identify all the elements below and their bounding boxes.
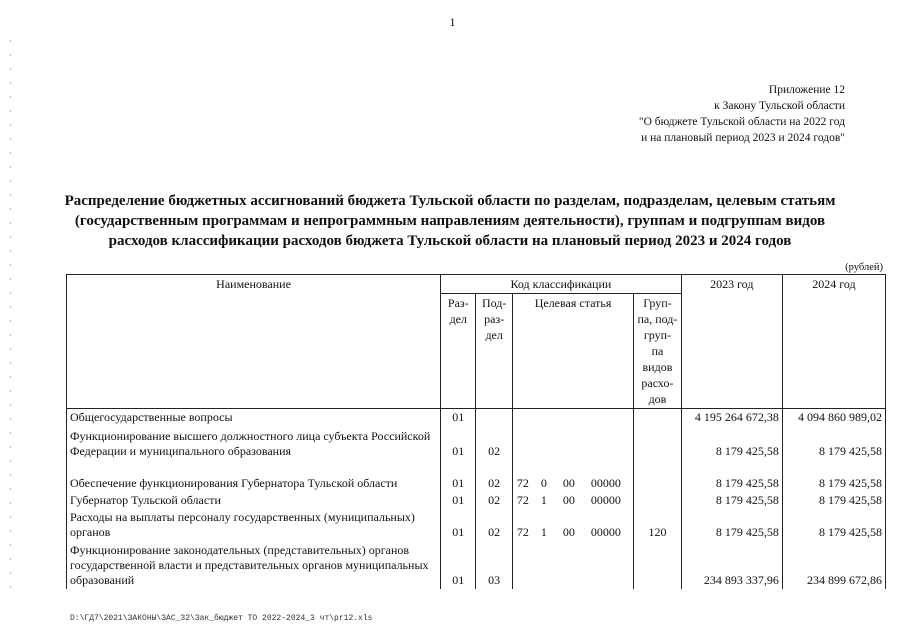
cell-name: Общегосударственные вопросы bbox=[67, 409, 441, 427]
target-article-part-3: 00 bbox=[562, 525, 575, 539]
cell-podrazdel bbox=[476, 409, 512, 427]
header-podrazdel: Под- раз- дел bbox=[476, 294, 512, 409]
cell-razdel: 01 bbox=[441, 460, 476, 492]
cell-year-2024: 8 179 425,58 bbox=[782, 426, 885, 460]
cell-year-2023: 8 179 425,58 bbox=[681, 509, 782, 541]
cell-podrazdel: 02 bbox=[476, 460, 512, 492]
cell-name: Расходы на выплаты персоналу государственных (муниципальных) органов bbox=[67, 509, 441, 541]
target-article-part-1: 72 bbox=[516, 493, 529, 507]
cell-podrazdel: 02 bbox=[476, 509, 512, 541]
appendix-line-3: "О бюджете Тульской области на 2022 год bbox=[638, 116, 845, 128]
cell-target-article bbox=[512, 492, 633, 509]
cell-group bbox=[634, 409, 682, 427]
budget-table bbox=[66, 274, 886, 589]
cell-year-2023: 8 179 425,58 bbox=[681, 460, 782, 492]
cell-target-article bbox=[512, 541, 633, 589]
cell-target-article bbox=[512, 509, 633, 541]
cell-group bbox=[634, 460, 682, 492]
cell-year-2023: 8 179 425,58 bbox=[681, 426, 782, 460]
target-article-part-1: 72 bbox=[516, 476, 529, 490]
header-year-2023: 2023 год bbox=[681, 275, 782, 409]
document-title bbox=[60, 191, 840, 251]
cell-group bbox=[634, 541, 682, 589]
target-article-part-2: 1 bbox=[540, 525, 547, 539]
cell-razdel: 01 bbox=[441, 426, 476, 460]
page-margin-marks bbox=[10, 40, 11, 600]
cell-name: Губернатор Тульской области bbox=[67, 492, 441, 509]
target-article-part-4: 00000 bbox=[590, 493, 621, 507]
cell-year-2024: 8 179 425,58 bbox=[782, 460, 885, 492]
cell-podrazdel: 02 bbox=[476, 426, 512, 460]
title-line-3: расходов классификации расходов бюджета Тульской области на плановый период 2023 и 2024 годов bbox=[108, 233, 792, 249]
table-row bbox=[67, 492, 886, 509]
target-article-part-2: 1 bbox=[540, 493, 547, 507]
cell-group: 120 bbox=[634, 509, 682, 541]
cell-razdel: 01 bbox=[441, 541, 476, 589]
header-target-article: Целевая статья bbox=[512, 294, 633, 409]
header-code: Код классификации bbox=[441, 275, 682, 294]
table-row bbox=[67, 409, 886, 427]
table-row bbox=[67, 509, 886, 541]
cell-target-article bbox=[512, 409, 633, 427]
target-article-part-3: 00 bbox=[562, 493, 575, 507]
target-article-part-2: 0 bbox=[540, 476, 547, 490]
target-article-part-4: 00000 bbox=[590, 525, 621, 539]
cell-group bbox=[634, 426, 682, 460]
table-row bbox=[67, 541, 886, 589]
cell-year-2024: 8 179 425,58 bbox=[782, 509, 885, 541]
table-row bbox=[67, 426, 886, 460]
target-article-part-1: 72 bbox=[516, 525, 529, 539]
header-year-2024: 2024 год bbox=[782, 275, 885, 409]
title-line-2: (государственным программам и непрограммным направлениям деятельности), группам и подгруппам видов bbox=[74, 213, 826, 229]
file-path: D:\ГД7\2021\ЗАКОНЫ\ЗАС_32\Зак_бюджет ТО 2022-2024_3 чт\pr12.xls bbox=[70, 614, 373, 623]
cell-name: Функционирование высшего должностного лица субъекта Российской Федерации и муниципального образования bbox=[67, 426, 441, 460]
cell-year-2024: 8 179 425,58 bbox=[782, 492, 885, 509]
appendix-line-4: и на плановый период 2023 и 2024 годов" bbox=[641, 132, 845, 144]
cell-target-article bbox=[512, 426, 633, 460]
budget-body bbox=[67, 409, 886, 590]
cell-razdel: 01 bbox=[441, 509, 476, 541]
units-label: (рублей) bbox=[845, 262, 883, 273]
title-line-1: Распределение бюджетных ассигнований бюджета Тульской области по разделам, подразделам, целевым статьям bbox=[64, 193, 836, 209]
cell-podrazdel: 03 bbox=[476, 541, 512, 589]
header-group: Груп- па, под- груп- па видов расхо- дов bbox=[634, 294, 682, 409]
cell-year-2023: 4 195 264 672,38 bbox=[681, 409, 782, 427]
cell-year-2024: 4 094 860 989,02 bbox=[782, 409, 885, 427]
header-razdel: Раз- дел bbox=[441, 294, 476, 409]
page-number: 1 bbox=[449, 15, 456, 29]
cell-target-article bbox=[512, 460, 633, 492]
appendix-line-2: к Закону Тульской области bbox=[714, 100, 845, 112]
cell-razdel: 01 bbox=[441, 409, 476, 427]
appendix-note bbox=[639, 82, 845, 146]
cell-year-2023: 8 179 425,58 bbox=[681, 492, 782, 509]
target-article-part-4: 00000 bbox=[590, 476, 621, 490]
cell-name: Обеспечение функционирования Губернатора Тульской области bbox=[67, 460, 441, 492]
header-name: Наименование bbox=[67, 275, 441, 409]
cell-year-2023: 234 893 337,96 bbox=[681, 541, 782, 589]
cell-name: Функционирование законодательных (представительных) органов государственной власти и представительных органов муниципальных образований bbox=[67, 541, 441, 589]
appendix-line-1: Приложение 12 bbox=[768, 84, 845, 96]
cell-group bbox=[634, 492, 682, 509]
cell-year-2024: 234 899 672,86 bbox=[782, 541, 885, 589]
table-row bbox=[67, 460, 886, 492]
cell-razdel: 01 bbox=[441, 492, 476, 509]
cell-podrazdel: 02 bbox=[476, 492, 512, 509]
target-article-part-3: 00 bbox=[562, 476, 575, 490]
